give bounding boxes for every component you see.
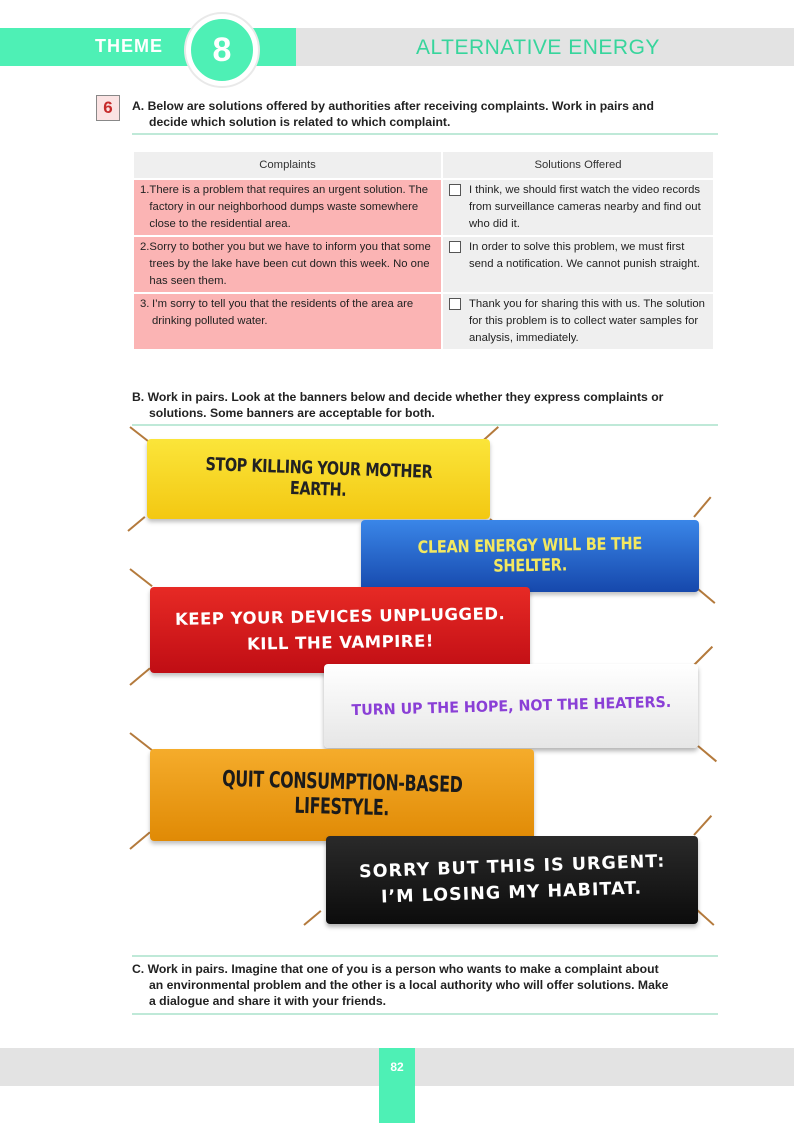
part-b-instruction-line2: solutions. Some banners are acceptable for both. bbox=[149, 406, 435, 420]
banner-text-line1: KEEP YOUR DEVICES UNPLUGGED. bbox=[174, 604, 506, 629]
match-checkbox[interactable] bbox=[449, 298, 461, 310]
solution-cell bbox=[443, 294, 713, 349]
part-c-divider-top bbox=[132, 955, 718, 957]
table-header-row bbox=[134, 152, 713, 178]
column-header-complaints: Complaints bbox=[134, 152, 441, 178]
complaint-text: There is a problem that requires an urgent solution. The factory in our neighborhood dumps waste somewhere close to the residential area. bbox=[149, 184, 429, 230]
banner-text-line1: SORRY BUT THIS IS URGENT: bbox=[358, 851, 666, 883]
banner-text: QUIT CONSUMPTION-BASED LIFESTYLE. bbox=[221, 766, 463, 822]
banner-rope bbox=[697, 745, 717, 762]
part-a-instruction bbox=[132, 98, 722, 130]
theme-label: THEME bbox=[95, 36, 163, 56]
solution-text: In order to solve this problem, we must first send a notification. We cannot punish straight. bbox=[469, 241, 700, 270]
complaints-table-wrapper bbox=[132, 150, 715, 351]
complaint-number: 1. bbox=[140, 184, 150, 196]
part-c-divider-bottom bbox=[132, 1013, 718, 1015]
banner-rope bbox=[129, 668, 150, 686]
banner-text-line2: I’M LOSING MY HABITAT. bbox=[381, 878, 643, 908]
table-row bbox=[134, 294, 713, 349]
part-c-instruction-line2: an environmental problem and the other is a local authority who will offer solutions. Make bbox=[149, 978, 669, 992]
banner-blue bbox=[361, 520, 699, 592]
banner-rope bbox=[697, 588, 715, 604]
section-number-box: 6 bbox=[96, 95, 120, 121]
part-a-instruction-line2: decide which solution is related to which complaint. bbox=[149, 115, 451, 129]
banner-rope bbox=[693, 646, 713, 666]
part-c-instruction bbox=[132, 961, 722, 1009]
banner-rope bbox=[693, 496, 711, 517]
banner-text: TURN UP THE HOPE, NOT THE HEATERS. bbox=[350, 692, 672, 720]
solution-text: Thank you for sharing this with us. The solution for this problem is to collect water samples for analysis, immediately. bbox=[469, 298, 705, 344]
complaints-table bbox=[132, 150, 715, 351]
unit-title: ALTERNATIVE ENERGY bbox=[416, 36, 660, 59]
banner-text: STOP KILLING YOUR MOTHER EARTH. bbox=[205, 454, 433, 501]
banner-orange bbox=[150, 749, 534, 841]
banner-rope bbox=[127, 516, 145, 532]
complaint-number: 3. bbox=[140, 298, 150, 310]
banner-rope bbox=[129, 832, 150, 850]
banner-rope bbox=[129, 568, 152, 587]
part-c-instruction-line3: a dialogue and share it with your friends. bbox=[149, 994, 387, 1008]
part-b-instruction-line1: B. Work in pairs. Look at the banners below and decide whether they express complaints or bbox=[132, 390, 664, 404]
banner-yellow bbox=[147, 439, 490, 519]
part-b-divider bbox=[132, 424, 718, 426]
complaint-text: I’m sorry to tell you that the residents of the area are drinking polluted water. bbox=[152, 298, 414, 327]
part-b-instruction bbox=[132, 389, 722, 421]
solution-cell bbox=[443, 180, 713, 235]
match-checkbox[interactable] bbox=[449, 184, 461, 196]
banner-rope bbox=[129, 732, 152, 751]
complaint-text: Sorry to bother you but we have to inform you that some trees by the lake have been cut down this week. No one has seen them. bbox=[149, 241, 431, 287]
banner-white bbox=[324, 664, 698, 748]
part-a-instruction-line1: A. Below are solutions offered by authorities after receiving complaints. Work in pairs and bbox=[132, 99, 654, 113]
complaint-cell bbox=[134, 294, 441, 349]
theme-number: 8 bbox=[212, 30, 232, 69]
solution-text: I think, we should first watch the video records from surveillance cameras nearby and find out who did it. bbox=[469, 184, 701, 230]
page-number: 82 bbox=[390, 1060, 404, 1074]
banner-rope bbox=[695, 908, 714, 926]
banner-text-line2: KILL THE VAMPIRE! bbox=[246, 631, 434, 654]
match-checkbox[interactable] bbox=[449, 241, 461, 253]
complaint-number: 2. bbox=[140, 241, 150, 253]
table-row bbox=[134, 180, 713, 235]
banner-red bbox=[150, 587, 530, 673]
complaint-cell bbox=[134, 237, 441, 292]
complaint-cell bbox=[134, 180, 441, 235]
theme-number-badge bbox=[186, 14, 258, 86]
column-header-solutions: Solutions Offered bbox=[443, 152, 713, 178]
part-c-instruction-line1: C. Work in pairs. Imagine that one of you is a person who wants to make a complaint about bbox=[132, 962, 659, 976]
banner-text: CLEAN ENERGY WILL BE THE SHELTER. bbox=[417, 534, 643, 577]
part-a-divider bbox=[132, 133, 718, 135]
table-row bbox=[134, 237, 713, 292]
banner-black bbox=[326, 836, 698, 924]
banner-rope bbox=[693, 815, 712, 836]
banner-rope bbox=[303, 910, 321, 926]
solution-cell bbox=[443, 237, 713, 292]
